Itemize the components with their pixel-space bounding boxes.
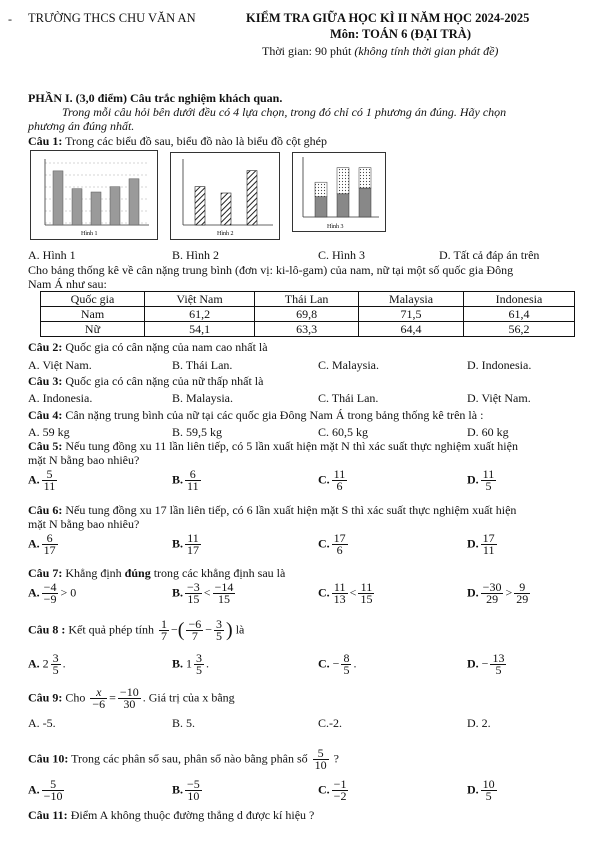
- option-letter: C.: [318, 656, 330, 671]
- q6-stem-2: mặt N bằng bao nhiêu?: [28, 517, 140, 531]
- q9-option-d[interactable]: D. 2.: [467, 716, 491, 730]
- q2-option-c[interactable]: C. Malaysia.: [318, 358, 379, 372]
- whole-part: 2: [42, 656, 49, 671]
- figure-2: [170, 152, 280, 240]
- time-note: (không tính thời gian phát đề): [354, 44, 499, 58]
- numerator: 3: [196, 651, 203, 665]
- denominator: −10: [43, 789, 63, 803]
- time-label: Thời gian: 90 phút: [262, 44, 352, 58]
- option-letter: C.: [318, 536, 330, 551]
- q2-option-d[interactable]: D. Indonesia.: [467, 358, 532, 372]
- fraction: [481, 469, 497, 492]
- q9-tail: . Giá trị của x bằng: [142, 690, 235, 705]
- numerator: 3: [52, 651, 59, 665]
- part1-instruction-2: phương án đúng nhất.: [28, 119, 135, 133]
- q5-stem-2: mặt N bằng bao nhiêu?: [28, 453, 140, 467]
- numerator: −14: [214, 580, 234, 594]
- q3-option-d[interactable]: D. Việt Nam.: [467, 391, 531, 405]
- numerator: 17: [482, 531, 495, 545]
- whole-part: 1: [186, 656, 193, 671]
- q6-option-b[interactable]: [172, 533, 203, 556]
- table-cell: Nam: [41, 307, 145, 322]
- q7-text-post: trong các khẳng định sau là: [153, 566, 286, 580]
- q5-option-c[interactable]: [318, 469, 349, 492]
- option-letter: D.: [467, 656, 479, 671]
- comparison: > 0: [60, 585, 77, 600]
- option-letter: D.: [467, 782, 479, 797]
- q8-option-c[interactable]: C. − $\frac{8}{5}$ .: [318, 651, 357, 677]
- exam-title: KIỂM TRA GIỮA HỌC KÌ II NĂM HỌC 2024-2025: [246, 11, 530, 25]
- table-intro: Cho bảng thống kê về cân nặng trung bình (đơn vị: ki-lô-gam) của nam, nữ tại một số quốc gia Đông: [28, 263, 514, 277]
- operator: −: [171, 622, 178, 637]
- numerator: 11: [333, 467, 346, 481]
- q10-label: Câu 10:: [28, 751, 69, 766]
- bar: [195, 187, 205, 225]
- numerator: 11: [332, 582, 348, 594]
- fraction: [332, 469, 348, 492]
- numerator: −30: [482, 580, 502, 594]
- q8-option-d[interactable]: [467, 653, 508, 676]
- figure-3: [292, 152, 386, 232]
- numerator: 10: [482, 777, 495, 791]
- operator: <: [349, 585, 357, 600]
- fraction: [118, 687, 141, 710]
- table-header-cell: Thái Lan: [255, 292, 359, 307]
- denominator: 5: [485, 789, 492, 803]
- q9-option-c[interactable]: C.-2.: [318, 716, 342, 730]
- numerator: 11: [482, 467, 495, 481]
- q6-option-c[interactable]: [318, 533, 350, 556]
- numerator: 6: [185, 469, 201, 481]
- fraction: [185, 469, 201, 492]
- fraction: [90, 687, 107, 710]
- table-header-row: [41, 292, 575, 307]
- denominator: 5: [495, 663, 502, 677]
- q9-option-a[interactable]: A. -5.: [28, 716, 56, 730]
- q6-text: Nếu tung đồng xu 17 lần liên tiếp, có 6 lần xuất hiện mặt S thì xác suất thực nghiệm xuất hiện: [65, 503, 517, 517]
- option-letter: C.: [318, 585, 330, 600]
- option-letter: B.: [172, 782, 184, 797]
- table-header-cell: Việt Nam: [145, 292, 255, 307]
- table-row: [41, 322, 575, 337]
- numerator: 5: [42, 469, 58, 481]
- fraction: [358, 582, 374, 605]
- denominator: 11: [43, 479, 56, 493]
- dash-mark: -: [8, 12, 12, 26]
- part1-title: PHẦN I. (3,0 điểm) Câu trắc nghiệm khách quan.: [28, 91, 283, 105]
- numerator: 9: [514, 582, 530, 594]
- q10-tail: ?: [333, 751, 339, 766]
- option-letter: B.: [172, 472, 184, 487]
- q2-option-b[interactable]: B. Thái Lan.: [172, 358, 233, 372]
- bar-segment: [315, 197, 327, 217]
- numerator: 13: [492, 651, 505, 665]
- denominator: 29: [516, 592, 529, 606]
- numerator: 5: [42, 779, 65, 791]
- table-cell: 61,2: [145, 307, 255, 322]
- time-info: [262, 44, 498, 59]
- table-cell: 63,3: [255, 322, 359, 337]
- q5-text: Nếu tung đồng xu 11 lần liên tiếp, có 5 lần xuất hiện mặt N thì xác suất thực nghiệm xuất hiện: [65, 439, 518, 453]
- bar-segment: [315, 182, 327, 197]
- q11-stem: [28, 808, 314, 823]
- q7-option-c[interactable]: [318, 582, 376, 605]
- fraction: [159, 619, 169, 642]
- option-letter: C.: [318, 782, 330, 797]
- table-cell: 71,5: [359, 307, 464, 322]
- q4-option-d[interactable]: D. 60 kg: [467, 425, 509, 439]
- q10-text: Trong các phân số sau, phân số nào bằng phân số: [71, 751, 308, 766]
- q1-option-b[interactable]: B. Hình 2: [172, 248, 220, 262]
- q6-stem: [28, 503, 516, 518]
- q5-option-a[interactable]: [28, 469, 59, 492]
- q8-text: Kết quả phép tính: [68, 622, 154, 637]
- q11-text: Điểm A không thuộc đường thẳng d được kí hiệu ?: [70, 808, 315, 822]
- option-letter: B.: [172, 536, 184, 551]
- fraction: [185, 779, 202, 802]
- table-cell: Nữ: [41, 322, 145, 337]
- fraction: [42, 779, 65, 802]
- sign: −: [332, 656, 340, 671]
- numerator: 1: [161, 617, 167, 631]
- bar: [110, 187, 120, 225]
- table-header-cell: Quốc gia: [41, 292, 145, 307]
- q1-option-d[interactable]: D. Tất cả đáp án trên: [439, 248, 540, 262]
- bar-segment: [359, 168, 371, 188]
- table-cell: 69,8: [255, 307, 359, 322]
- denominator: 5: [196, 663, 203, 677]
- q2-stem: [28, 340, 268, 355]
- paren-close: ): [226, 619, 233, 641]
- q8-option-b[interactable]: B. 1 $\frac{3}{5}$ .: [172, 651, 210, 677]
- numerator: −1: [333, 777, 347, 791]
- q6-label: Câu 6:: [28, 503, 63, 517]
- fraction: [214, 619, 224, 642]
- q4-option-b[interactable]: B. 59,5 kg: [172, 425, 223, 439]
- q8-stem: [28, 619, 244, 642]
- figure-1-label: Hình 1: [81, 231, 98, 237]
- figure-2-label: Hình 2: [217, 231, 234, 237]
- denominator: 11: [482, 543, 495, 557]
- q9-text: Cho: [65, 690, 86, 705]
- option-letter: C.: [318, 472, 330, 487]
- q7-option-b[interactable]: [172, 582, 237, 605]
- fraction: [213, 582, 236, 605]
- table-header-cell: Indonesia: [463, 292, 574, 307]
- denominator: 29: [486, 592, 499, 606]
- q4-stem: [28, 408, 483, 423]
- table-cell: 56,2: [463, 322, 574, 337]
- denominator: −6: [92, 697, 106, 711]
- q4-option-c[interactable]: C. 60,5 kg: [318, 425, 369, 439]
- denominator: 6: [336, 543, 343, 557]
- denominator: 10: [314, 758, 327, 772]
- fraction: [332, 582, 348, 605]
- numerator: x: [90, 687, 107, 699]
- numerator: 3: [216, 617, 223, 631]
- option-letter: A.: [28, 656, 40, 671]
- paren-open: (: [177, 619, 185, 641]
- table-row: [41, 307, 575, 322]
- option-letter: B.: [172, 585, 184, 600]
- q10-stem: [28, 748, 339, 771]
- fraction: [186, 619, 203, 642]
- denominator: 15: [187, 592, 200, 606]
- subject: Môn: TOÁN 6 (ĐẠI TRÀ): [330, 27, 471, 41]
- denominator: 17: [187, 543, 200, 557]
- numerator: −4: [43, 580, 57, 594]
- denominator: 5: [52, 663, 59, 677]
- operator: −: [205, 622, 213, 637]
- denominator: 10: [187, 789, 200, 803]
- bar: [53, 171, 63, 225]
- q8-label: Câu 8 :: [28, 622, 66, 637]
- denominator: 5: [485, 479, 492, 493]
- denominator: 7: [191, 629, 198, 643]
- q7-text-bold: đúng: [124, 566, 151, 580]
- q7-text-pre: Khẳng định: [65, 566, 122, 580]
- table-header-cell: Malaysia: [359, 292, 464, 307]
- q10-option-d[interactable]: [467, 779, 499, 802]
- fraction: [51, 653, 61, 676]
- table-cell: 54,1: [145, 322, 255, 337]
- option-letter: A.: [28, 536, 40, 551]
- bar: [129, 179, 139, 225]
- q9-stem: [28, 687, 235, 710]
- q1-text: Trong các biểu đồ sau, biểu đồ nào là biểu đồ cột ghép: [65, 134, 327, 148]
- denominator: 5: [343, 663, 350, 677]
- school-name: TRƯỜNG THCS CHU VĂN AN: [28, 11, 196, 25]
- numerator: 11: [358, 582, 374, 594]
- numerator: 11: [185, 533, 201, 545]
- table-cell: 64,4: [359, 322, 464, 337]
- denominator: −9: [43, 592, 57, 606]
- denominator: 15: [360, 592, 373, 606]
- operator: >: [505, 585, 513, 600]
- fraction: [313, 748, 329, 771]
- numerator: −5: [187, 777, 200, 791]
- denominator: 6: [336, 479, 343, 493]
- fraction: [42, 533, 58, 556]
- q5-stem: [28, 439, 518, 454]
- q7-option-d[interactable]: [467, 582, 532, 605]
- q5-option-d[interactable]: [467, 469, 498, 492]
- bar: [72, 189, 82, 225]
- numerator: −3: [187, 580, 200, 594]
- operator: <: [203, 585, 211, 600]
- q3-option-c[interactable]: C. Thái Lan.: [318, 391, 379, 405]
- figure-1: [30, 150, 158, 240]
- q9-label: Câu 9:: [28, 690, 63, 705]
- denominator: 15: [217, 592, 230, 606]
- part1-instruction: Trong mỗi câu hỏi bên dưới đều có 4 lựa chọn, trong đó chỉ có 1 phương án đúng. Hãy chọn: [62, 105, 507, 119]
- q4-text: Cân nặng trung bình của nữ tại các quốc gia Đông Nam Á trong bảng thống kê trên là :: [65, 408, 484, 422]
- option-letter: A.: [28, 585, 40, 600]
- denominator: 13: [333, 592, 346, 606]
- q1-option-c[interactable]: C. Hình 3: [318, 248, 366, 262]
- q1-option-a[interactable]: A. Hình 1: [28, 248, 76, 262]
- fraction: [481, 779, 497, 802]
- q5-label: Câu 5:: [28, 439, 63, 453]
- bar: [91, 192, 101, 225]
- sign: −: [481, 656, 489, 671]
- q1-stem: [28, 134, 327, 149]
- q6-option-a[interactable]: [28, 533, 60, 556]
- bar-segment: [337, 168, 349, 194]
- numerator: −10: [119, 685, 139, 699]
- q7-option-a[interactable]: [28, 582, 76, 605]
- q6-option-d[interactable]: [467, 533, 499, 556]
- denominator: −2: [333, 789, 347, 803]
- q5-option-b[interactable]: [172, 469, 203, 492]
- q1-label: Câu 1:: [28, 134, 63, 148]
- option-letter: A.: [28, 782, 40, 797]
- fraction: [332, 779, 349, 802]
- bar-segment: [337, 194, 349, 217]
- fraction: [42, 469, 58, 492]
- q10-option-a[interactable]: [28, 779, 66, 802]
- q4-label: Câu 4:: [28, 408, 63, 422]
- q9-option-b[interactable]: B. 5.: [172, 716, 196, 730]
- fraction: [341, 653, 351, 676]
- fraction: [194, 653, 204, 676]
- fraction: [490, 653, 506, 676]
- q2-option-a[interactable]: A. Việt Nam.: [28, 358, 92, 372]
- q3-option-a[interactable]: A. Indonesia.: [28, 391, 93, 405]
- option-letter: D.: [467, 472, 479, 487]
- q7-stem: [28, 566, 285, 581]
- option-letter: A.: [28, 472, 40, 487]
- denominator: 5: [216, 629, 223, 643]
- numerator: 6: [42, 533, 58, 545]
- fraction: [185, 582, 202, 605]
- fraction: [185, 533, 201, 556]
- q2-label: Câu 2:: [28, 340, 63, 354]
- fraction: [514, 582, 530, 605]
- q8-option-a[interactable]: A. 2 $\frac{3}{5}$ .: [28, 651, 66, 677]
- q4-option-a[interactable]: A. 59 kg: [28, 425, 70, 439]
- numerator: 8: [343, 651, 350, 665]
- denominator: 11: [187, 479, 199, 493]
- numerator: 17: [333, 531, 346, 545]
- bar-segment: [359, 188, 371, 217]
- q10-option-c[interactable]: [318, 779, 350, 802]
- figure-3-label: Hình 3: [327, 224, 344, 230]
- q3-option-b[interactable]: B. Malaysia.: [172, 391, 233, 405]
- q10-option-b[interactable]: [172, 779, 204, 802]
- q11-label: Câu 11:: [28, 808, 68, 822]
- q8-tail: là: [235, 622, 245, 637]
- fraction: [42, 582, 59, 605]
- numerator: −6: [188, 617, 202, 631]
- option-letter: D.: [467, 536, 479, 551]
- option-letter: B.: [172, 656, 184, 671]
- fraction: [481, 533, 497, 556]
- fraction: [481, 582, 504, 605]
- bar: [247, 171, 257, 225]
- denominator: 7: [161, 629, 167, 643]
- q2-text: Quốc gia có cân nặng của nam cao nhất là: [65, 340, 268, 354]
- option-letter: D.: [467, 585, 479, 600]
- table-intro-2: Nam Á như sau:: [28, 277, 107, 291]
- weight-table: [40, 291, 575, 337]
- q3-text: Quốc gia có cân nặng của nữ thấp nhất là: [65, 374, 264, 388]
- q3-label: Câu 3:: [28, 374, 63, 388]
- fraction: [332, 533, 348, 556]
- table-cell: 61,4: [463, 307, 574, 322]
- q7-label: Câu 7:: [28, 566, 63, 580]
- bar: [221, 193, 231, 225]
- numerator: 5: [313, 748, 329, 760]
- equals: =: [109, 690, 116, 705]
- denominator: 17: [43, 543, 56, 557]
- denominator: 30: [123, 697, 136, 711]
- q3-stem: [28, 374, 263, 389]
